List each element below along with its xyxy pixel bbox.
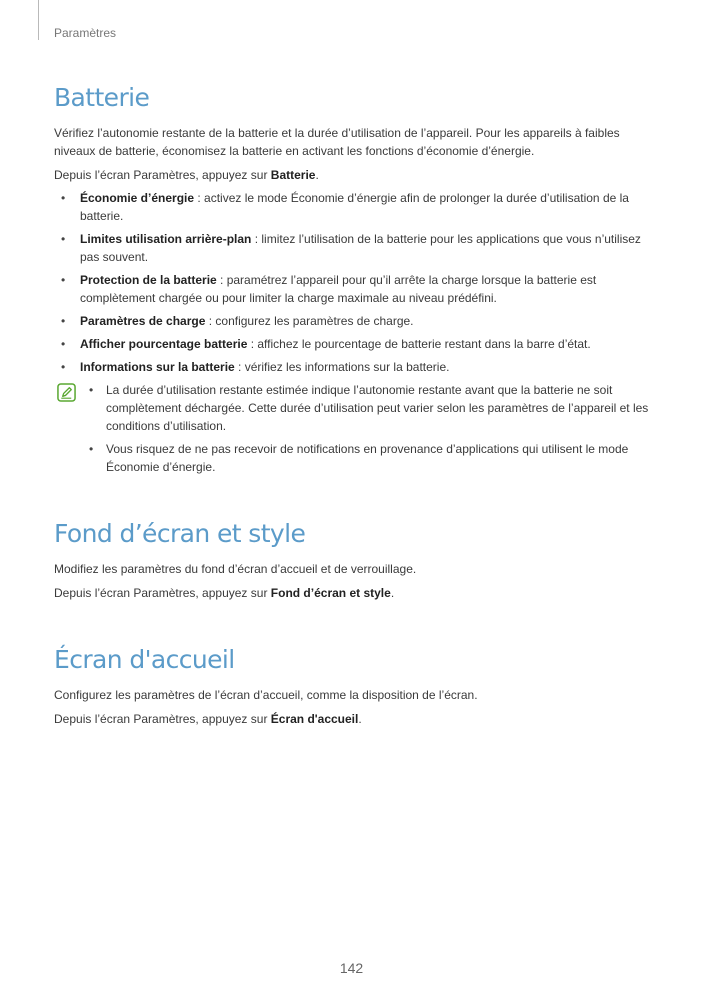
nav-prefix: Depuis l’écran Paramètres, appuyez sur [54, 168, 271, 182]
note-list [106, 381, 654, 476]
nav-prefix: Depuis l’écran Paramètres, appuyez sur [54, 586, 271, 600]
section-title-battery: Batterie [54, 83, 150, 112]
page-content [54, 80, 654, 728]
option-term: Limites utilisation arrière-plan [80, 232, 252, 246]
option-desc: : limitez l’utilisation de la batterie pour les applications que vous n’utilisez pas souvent. [80, 232, 641, 264]
option-term: Afficher pourcentage batterie [80, 337, 248, 351]
note-pencil-icon [57, 383, 76, 402]
section-wallpaper [54, 516, 654, 602]
wallpaper-intro: Modifiez les paramètres du fond d’écran d’accueil et de verrouillage. [54, 562, 417, 576]
option-desc: : affichez le pourcentage de batterie restant dans la barre d’état. [247, 337, 591, 351]
section-title-wallpaper: Fond d’écran et style [54, 519, 306, 548]
home-intro: Configurez les paramètres de l’écran d’accueil, comme la disposition de l’écran. [54, 688, 478, 702]
note-block [54, 381, 654, 476]
page-number: 142 [339, 960, 364, 976]
nav-target: Fond d’écran et style [270, 586, 391, 600]
option-term: Paramètres de charge [80, 314, 206, 328]
note-item: • La durée d’utilisation restante estimée indique l’autonomie restante avant que la batterie ne soit complètement déchargée. Cette durée d’utilisation peut varier selon les paramètres de l’appareil et les conditions d’utilisation. [106, 381, 654, 435]
option-desc: : paramétrez l’appareil pour qu’il arrête la charge lorsque la batterie est complètement chargée ou pour limiter la charge maximale au niveau prédéfini. [80, 273, 597, 305]
running-header: Paramètres [54, 26, 117, 40]
list-item [54, 312, 654, 330]
section-battery [54, 80, 654, 476]
battery-options-list [54, 189, 654, 376]
list-item [54, 230, 654, 266]
battery-navigation [54, 166, 654, 184]
section-title-home: Écran d'accueil [54, 645, 235, 674]
wallpaper-navigation [54, 584, 654, 602]
option-desc: : activez le mode Économie d’énergie afin de prolonger la durée d’utilisation de la batterie. [80, 191, 629, 223]
option-term: Économie d’énergie [80, 191, 195, 205]
nav-prefix: Depuis l’écran Paramètres, appuyez sur [54, 712, 271, 726]
nav-suffix: . [390, 586, 395, 600]
header-divider [38, 0, 39, 40]
nav-target: Écran d'accueil [270, 712, 359, 726]
section-home-screen [54, 642, 654, 728]
list-item [54, 358, 654, 376]
nav-target: Batterie [270, 168, 316, 182]
battery-intro: Vérifiez l’autonomie restante de la batterie et la durée d’utilisation de l’appareil. Pour les appareils à faibles niveaux de batterie, économisez la batterie en activant les fonctions d’économie d’énergie. [54, 126, 620, 158]
option-term: Informations sur la batterie [80, 360, 235, 374]
note-item: • Vous risquez de ne pas recevoir de notifications en provenance d’applications qui utilisent le mode Économie d’énergie. [106, 440, 654, 476]
home-navigation [54, 710, 654, 728]
option-desc: : configurez les paramètres de charge. [205, 314, 414, 328]
nav-suffix: . [358, 712, 362, 726]
list-item [54, 271, 654, 307]
nav-suffix: . [315, 168, 319, 182]
list-item [54, 335, 654, 353]
list-item [54, 189, 654, 225]
option-term: Protection de la batterie [80, 273, 217, 287]
option-desc: : vérifiez les informations sur la batterie. [234, 360, 450, 374]
